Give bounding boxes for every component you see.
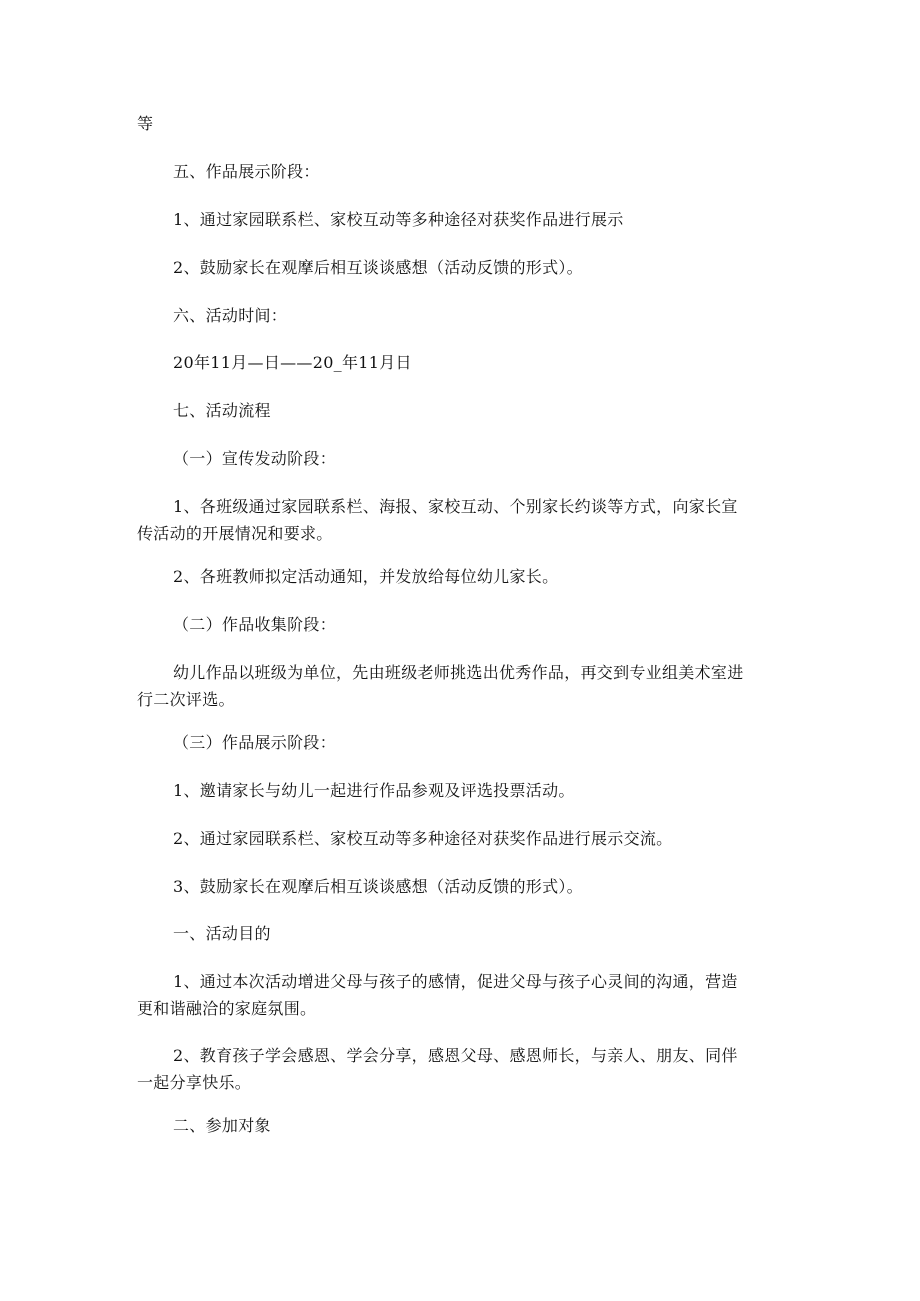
section-heading-5: 五、作品展示阶段： bbox=[173, 162, 320, 181]
goal-item-1: 1、通过本次活动增进父母与孩子的感情，促进父母与孩子心灵间的沟通，营造更和谐融洽的家庭氛围。 bbox=[137, 972, 738, 1018]
stage-heading-3: （三）作品展示阶段： bbox=[173, 733, 337, 752]
text-fragment: 等 bbox=[137, 114, 154, 133]
goal-item-2: 2、教育孩子学会感恩、学会分享，感恩父母、感恩师长，与亲人、朋友、同伴一起分享快乐。 bbox=[137, 1046, 738, 1092]
stage1-item-2: 2、各班教师拟定活动通知，并发放给每位幼儿家长。 bbox=[173, 567, 559, 586]
stage3-item-1: 1、邀请家长与幼儿一起进行作品参观及评选投票活动。 bbox=[173, 781, 575, 800]
section5-item-2: 2、鼓励家长在观摩后相互谈谈感想（活动反馈的形式）。 bbox=[173, 258, 583, 277]
section5-item-1: 1、通过家园联系栏、家校互动等多种途径对获奖作品进行展示 bbox=[173, 210, 624, 229]
participants-heading: 二、参加对象 bbox=[173, 1116, 271, 1135]
activity-time: 20年11月—日——20_年11月日 bbox=[173, 353, 412, 372]
stage-heading-2: （二）作品收集阶段： bbox=[173, 615, 337, 634]
stage3-item-3: 3、鼓励家长在观摩后相互谈谈感想（活动反馈的形式）。 bbox=[173, 877, 583, 896]
section-heading-7: 七、活动流程 bbox=[173, 401, 271, 420]
stage3-item-2: 2、通过家园联系栏、家校互动等多种途径对获奖作品进行展示交流。 bbox=[173, 829, 673, 848]
stage-heading-1: （一）宣传发动阶段： bbox=[173, 449, 337, 468]
stage1-item-1: 1、各班级通过家园联系栏、海报、家校互动、个别家长约谈等方式，向家长宣传活动的开展情况和要求。 bbox=[137, 497, 738, 543]
goal-heading: 一、活动目的 bbox=[173, 924, 271, 943]
section-heading-6: 六、活动时间： bbox=[173, 306, 288, 325]
stage2-text: 幼儿作品以班级为单位，先由班级老师挑选出优秀作品，再交到专业组美术室进行二次评选。 bbox=[137, 663, 744, 709]
